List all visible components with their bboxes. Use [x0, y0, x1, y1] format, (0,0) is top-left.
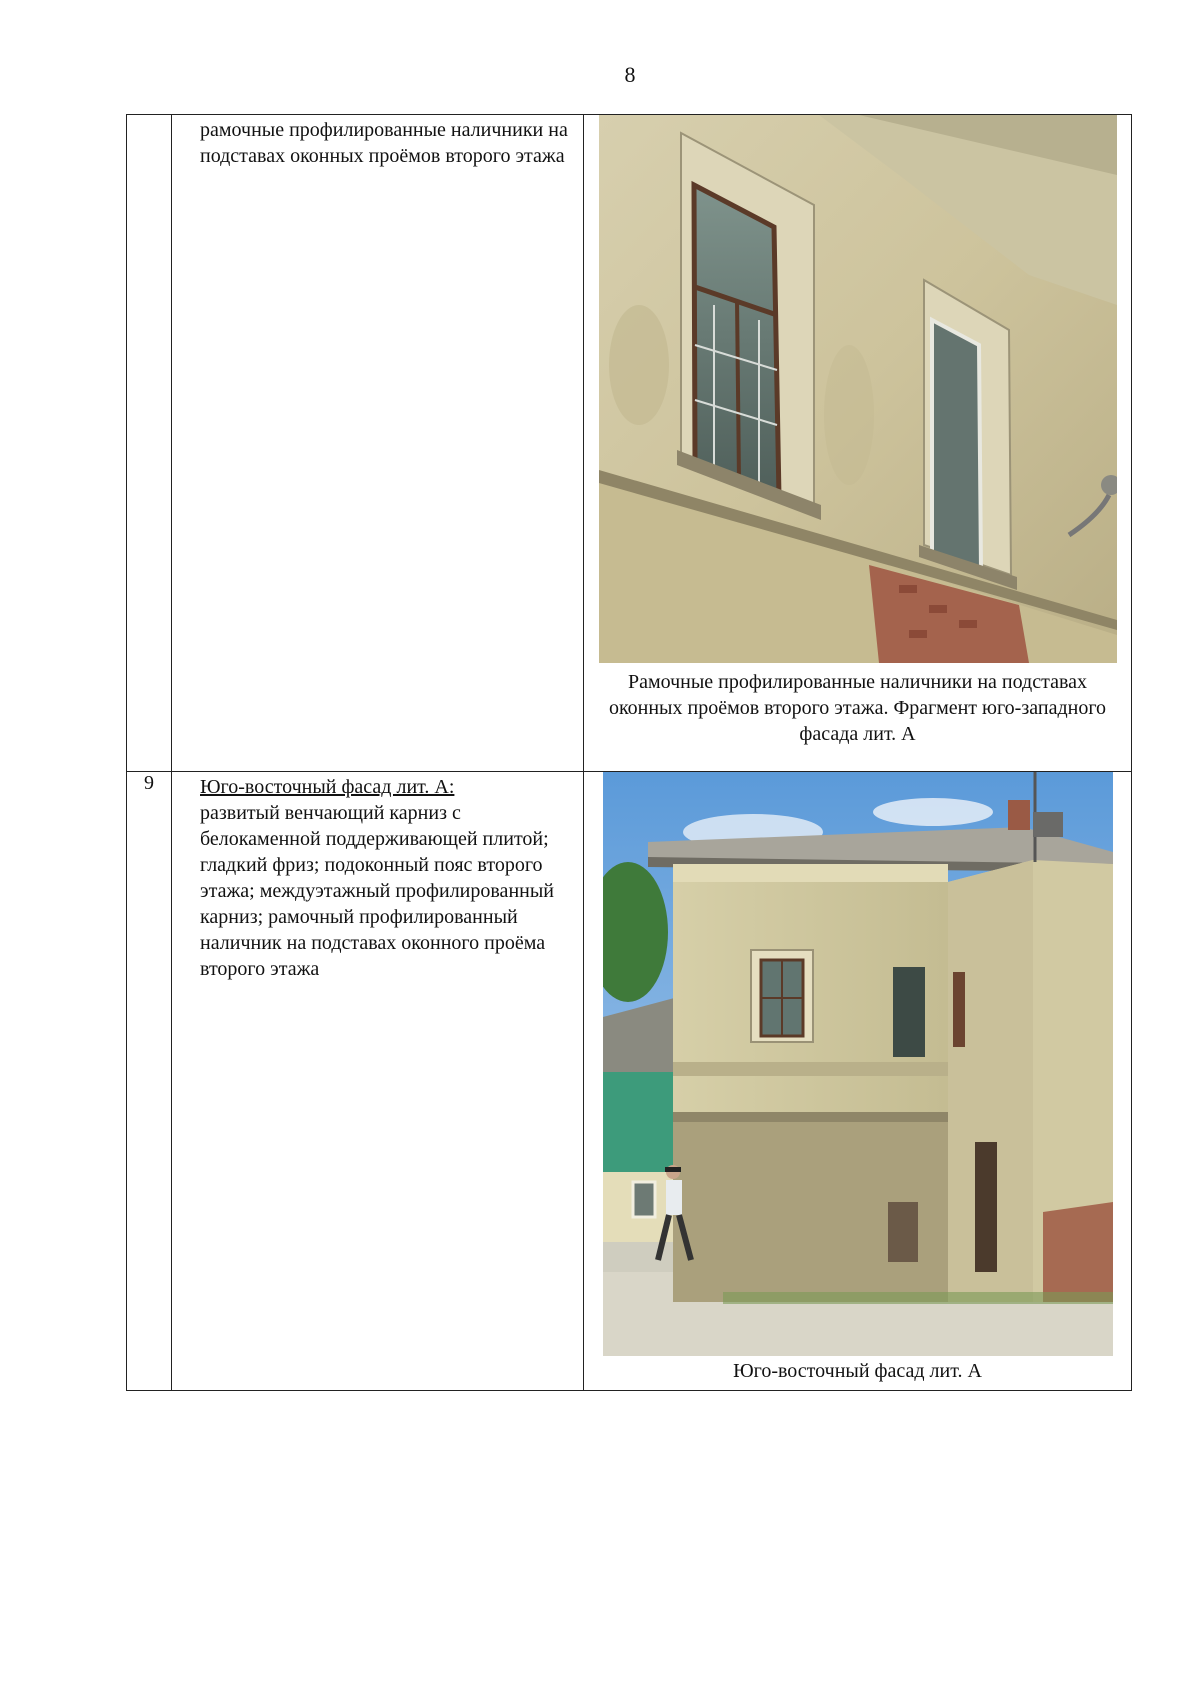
feature-description — [172, 772, 584, 1391]
photo-caption: Юго-восточный фасад лит. А — [733, 1360, 982, 1382]
feature-heading: Юго-восточный фасад лит. А: — [200, 776, 455, 798]
facade-window-photo — [599, 115, 1117, 663]
photo-cell — [584, 772, 1132, 1391]
table-row — [127, 115, 1132, 772]
page-number: 8 — [624, 62, 636, 87]
feature-text: развитый венчающий карниз с белокаменной поддерживающей плитой; гладкий фриз; подоконный пояс второго этажа; междуэтажный профилированный карниз; рамочный профилированный наличник на подставах оконного проёма второго этажа — [200, 802, 554, 980]
feature-description — [172, 115, 584, 772]
photo-caption: Рамочные профилированные наличники на подставах оконных проёмов второго этажа. Фрагмент юго-западного фасада лит. А — [608, 671, 1107, 745]
feature-text: рамочные профилированные наличники на подставах оконных проёмов второго этажа — [200, 119, 568, 167]
monument-features-table — [126, 114, 1132, 1391]
row-number: 9 — [127, 772, 172, 1391]
table-row — [127, 772, 1132, 1391]
row-number — [127, 115, 172, 772]
southeast-facade-photo — [603, 772, 1113, 1356]
photo-cell — [584, 115, 1132, 772]
